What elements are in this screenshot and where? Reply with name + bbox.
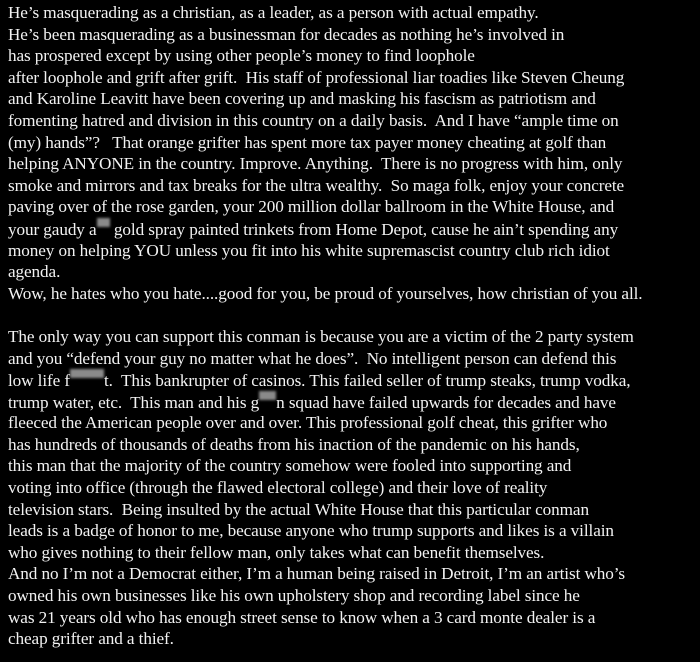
text-segment: your gaudy a	[8, 219, 97, 239]
text-line	[8, 520, 700, 542]
text-segment: smoke and mirrors and tax breaks for the ultra wealthy. So maga folk, enjoy your concrete	[8, 175, 625, 195]
text-segment: Wow, he hates who you hate....good for you, be proud of yourselves, how christian of you all.	[8, 283, 643, 303]
text-line	[8, 348, 700, 370]
text-line	[8, 175, 700, 197]
text-line	[8, 110, 700, 132]
text-segment: cheap grifter and a thief.	[8, 629, 174, 649]
text-line	[8, 132, 700, 154]
text-line	[8, 542, 700, 564]
text-line	[8, 391, 700, 413]
text-segment: after loophole and grift after grift. His staff of professional liar toadies like Steven Cheung	[8, 67, 625, 87]
text-segment: has prospered except by using other people’s money to find loophole	[8, 46, 475, 66]
text-segment: The only way you can support this conman is because you are a victim of the 2 party system	[8, 326, 634, 346]
censored-word	[259, 391, 276, 400]
text-line	[8, 88, 700, 110]
text-line	[8, 283, 700, 305]
text-segment: who gives nothing to their fellow man, only takes what can benefit themselves.	[8, 542, 545, 562]
text-segment: helping ANYONE in the country. Improve. Anything. There is no progress with him, only	[8, 154, 623, 174]
text-line	[8, 369, 700, 391]
text-line	[8, 563, 700, 585]
text-line	[8, 412, 700, 434]
text-line	[8, 196, 700, 218]
text-segment: (my) hands”? That orange grifter has spent more tax payer money cheating at golf than	[8, 132, 607, 152]
text-segment: He’s masquerading as a christian, as a leader, as a person with actual empathy.	[8, 3, 539, 22]
text-segment: and you “defend your guy no matter what he does”. No intelligent person can defend this	[8, 348, 617, 368]
text-segment: trump water, etc. This man and his g	[8, 392, 260, 412]
text-line	[8, 153, 700, 175]
text-segment: paving over of the rose garden, your 200 million dollar ballroom in the White House, and	[8, 197, 615, 217]
text-line	[8, 434, 700, 456]
text-line	[8, 261, 700, 283]
text-segment: has hundreds of thousands of deaths from his inaction of the pandemic on his hands,	[8, 434, 580, 454]
censored-word	[97, 218, 110, 227]
text-segment: leads is a badge of honor to me, because anyone who trump supports and likes is a villain	[8, 521, 614, 541]
text-segment: fleeced the American people over and over. This professional golf cheat, this grifter who	[8, 413, 608, 433]
text-line	[8, 585, 700, 607]
text-line	[8, 24, 700, 46]
text-segment: And no I’m not a Democrat either, I’m a human being raised in Detroit, I’m an artist who’s	[8, 564, 626, 584]
text-segment: and Karoline Leavitt have been covering up and masking his fascism as patriotism and	[8, 89, 596, 109]
censored-word	[70, 369, 104, 378]
text-segment: n squad have failed upwards for decades and have	[276, 392, 616, 412]
text-segment: television stars. Being insulted by the actual White House that this particular conman	[8, 499, 589, 519]
text-line	[8, 499, 700, 521]
text-segment: voting into office (through the flawed electoral college) and their love of reality	[8, 478, 548, 498]
text-line	[8, 607, 700, 629]
text-segment: was 21 years old who has enough street sense to know when a 3 card monte dealer is a	[8, 607, 596, 627]
text-segment: He’s been masquerading as a businessman for decades as nothing he’s involved in	[8, 24, 565, 44]
text-line	[8, 2, 700, 24]
text-line	[8, 67, 700, 89]
text-line	[8, 477, 700, 499]
blank-line	[8, 304, 700, 326]
text-segment: agenda.	[8, 262, 61, 282]
text-line	[8, 326, 700, 348]
text-line	[8, 628, 700, 650]
text-segment: gold spray painted trinkets from Home Depot, cause he ain’t spending any	[109, 219, 619, 239]
text-segment: this man that the majority of the country somehow were fooled into supporting and	[8, 456, 572, 476]
text-segment: fomenting hatred and division in this country on a daily basis. And I have “ample time on	[8, 110, 619, 130]
text-segment: money on helping YOU unless you fit into his white supremascist country club rich idiot	[8, 240, 610, 260]
text-line	[8, 218, 700, 240]
text-segment: owned his own businesses like his own upholstery shop and recording label since he	[8, 586, 580, 606]
text-segment: t. This bankrupter of casinos. This failed seller of trump steaks, trump vodka,	[104, 371, 631, 391]
text-line	[8, 45, 700, 67]
text-segment: low life f	[8, 371, 71, 391]
text-line	[8, 455, 700, 477]
text-line	[8, 240, 700, 262]
